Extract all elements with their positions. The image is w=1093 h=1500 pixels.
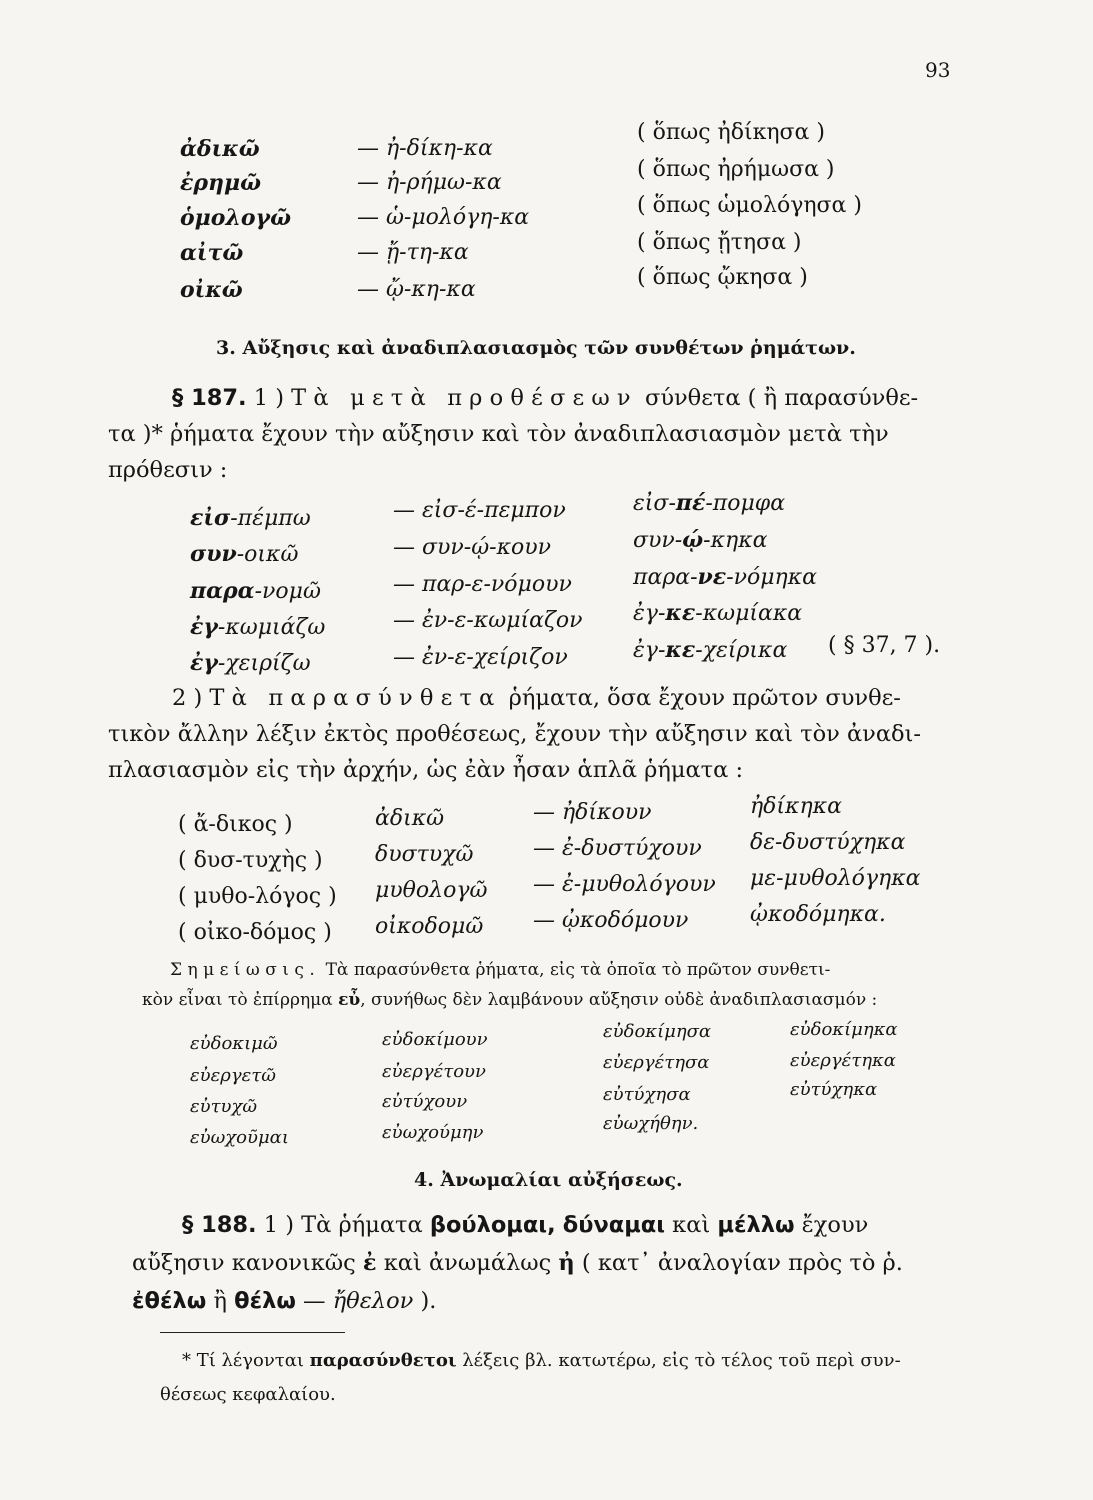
table-row: ὁμολογῶ: [180, 205, 292, 231]
table-cell: — ἠ-ρήμω-κα: [357, 170, 502, 195]
table-cell: ἀδικῶ: [375, 806, 445, 831]
table-cell: με-μυθολόγηκα: [750, 866, 921, 891]
table-cell: εὐωχοῦμαι: [190, 1127, 289, 1148]
section-reference: ( § 37, 7 ).: [828, 633, 941, 658]
table-cell: εὐωχούμην: [382, 1122, 484, 1143]
table-cell: εὐδοκίμησα: [603, 1021, 712, 1042]
table-cell: ( δυσ-τυχὴς ): [178, 848, 323, 873]
table-cell: ( ἄ-δικος ): [178, 812, 293, 837]
table-cell: εὐεργέτησα: [603, 1052, 710, 1073]
table-cell: ( ὅπως ἠρήμωσα ): [637, 157, 835, 182]
table-cell: ᾠκοδόμηκα.: [750, 902, 886, 927]
table-cell: δε-δυστύχηκα: [750, 830, 906, 855]
table-cell: εὐδοκιμῶ: [190, 1033, 278, 1054]
table-cell: — παρ-ε-νόμουν: [393, 572, 572, 597]
section-heading: 3. Αὔξησις καὶ ἀναδιπλασιασμὸς τῶν συνθέτων ῥημάτων.: [216, 337, 856, 359]
table-row: παρα-νομῶ: [190, 578, 321, 604]
table-cell: εὐεργέτηκα: [790, 1050, 896, 1071]
table-cell: ἐγ-κε-κωμίακα: [633, 600, 803, 626]
table-cell: ( ὅπως ὡμολόγησα ): [637, 193, 862, 218]
table-cell: ἐγ-κε-χείρικα: [633, 637, 788, 663]
table-cell: — ἐν-ε-χείριζον: [393, 645, 568, 670]
table-cell: — ᾤ-κη-κα: [357, 277, 476, 302]
table-cell: — ᾔ-τη-κα: [357, 240, 469, 265]
table-cell: — ὡ-μολόγη-κα: [357, 205, 530, 230]
table-cell: παρα-νε-νόμηκα: [633, 564, 818, 590]
table-cell: μυθολογῶ: [375, 878, 488, 903]
table-row: εἰσ-πέμπω: [190, 505, 311, 531]
table-cell: εὐδοκίμουν: [382, 1029, 488, 1050]
table-cell: — ἐν-ε-κωμίαζον: [393, 608, 583, 633]
note-paragraph: Σημείωσις. Τὰ παρασύνθετα ῥήματα, εἰς τὰ ὁποῖα τὸ πρῶτον συνθετι- κὸν εἶναι τὸ ἐπίρρημα εὖ, συνήθως δὲν λαμβάνουν αὔξησιν οὐδὲ ἀναδιπλασιασμόν :: [142, 960, 878, 1010]
table-cell: ( οἰκο-δόμος ): [178, 920, 332, 945]
paragraph-188: § 188. 1 ) Τὰ ῥήματα βούλομαι, δύναμαι καὶ μέλλω ἔχουν αὔξησιν κανονικῶς ἐ καὶ ἀνωμάλως ἠ ( κατ᾿ ἀναλογίαν πρὸς τὸ ῥ. ἐθέλω ἢ θέλω — ἤθελον ).: [132, 1212, 903, 1314]
table-cell: εὐτυχῶ: [190, 1096, 258, 1117]
table-cell: εὐωχήθην.: [603, 1113, 699, 1134]
table-cell: — εἰσ-έ-πεμπον: [393, 498, 566, 523]
table-cell: — ἠ-δίκη-κα: [357, 136, 493, 161]
table-row: οἰκῶ: [180, 277, 243, 303]
table-cell: — ἐ-δυστύχουν: [533, 836, 702, 861]
table-row: ἀδικῶ: [180, 136, 260, 162]
table-cell: — συν-ῴ-κουν: [393, 535, 551, 560]
table-row: ἐγ-χειρίζω: [190, 650, 311, 676]
table-cell: δυστυχῶ: [375, 842, 474, 867]
table-cell: ( ὅπως ᾔτησα ): [637, 230, 802, 255]
table-row: συν-οικῶ: [190, 541, 299, 567]
table-cell: — ἠδίκουν: [533, 800, 652, 825]
table-cell: — ᾠκοδόμουν: [533, 908, 689, 933]
table-cell: — ἐ-μυθολόγουν: [533, 872, 716, 897]
paragraph-187: § 187. 1 ) Τὰ μετὰ προθέσεων σύνθετα ( ἢ παρασύνθε- τα )* ῥήματα ἔχουν τὴν αὔξησιν καὶ τὸν ἀναδιπλασιασμὸν μετὰ τὴν πρόθεσιν :: [108, 385, 919, 483]
paragraph-187-2: 2 ) Τὰ παρασύνθετα ῥήματα, ὅσα ἔχουν πρῶτον συνθε- τικὸν ἄλλην λέξιν ἐκτὸς προθέσεως, ἔχουν τὴν αὔξησιν καὶ τὸν ἀναδι- πλασιασμὸν εἰς τὴν ἀρχήν, ὡς ἐὰν ἦσαν ἁπλᾶ ῥήματα :: [108, 685, 921, 783]
table-cell: εὐτύχηκα: [790, 1079, 878, 1100]
table-row: ἐρημῶ: [180, 170, 262, 196]
section-heading: 4. Ἀνωμαλίαι αὐξήσεως.: [414, 1169, 683, 1191]
table-cell: συν-ῴ-κηκα: [633, 527, 768, 553]
footnote-divider: [160, 1332, 345, 1333]
page-number: 93: [925, 58, 951, 82]
table-row: αἰτῶ: [180, 240, 244, 266]
table-cell: οἰκοδομῶ: [375, 914, 484, 939]
table-cell: ἠδίκηκα: [750, 794, 842, 819]
table-cell: εὐεργέτουν: [382, 1061, 486, 1082]
footnote: * Τί λέγονται παρασύνθετοι λέξεις βλ. κατωτέρω, εἰς τὸ τέλος τοῦ περὶ συν- θέσεως κεφαλαίου.: [160, 1350, 901, 1405]
table-row: ἐγ-κωμιάζω: [190, 614, 326, 640]
table-cell: εὐτύχησα: [603, 1084, 691, 1105]
table-cell: ( ὅπως ἠδίκησα ): [637, 120, 825, 145]
table-cell: εὐδοκίμηκα: [790, 1019, 898, 1040]
table-cell: ( ὅπως ᾤκησα ): [637, 265, 808, 290]
table-cell: εἰσ-πέ-πομφα: [633, 490, 786, 516]
table-cell: ( μυθο-λόγος ): [178, 884, 337, 909]
table-cell: εὐτύχουν: [382, 1091, 468, 1112]
table-cell: εὐεργετῶ: [190, 1065, 276, 1086]
